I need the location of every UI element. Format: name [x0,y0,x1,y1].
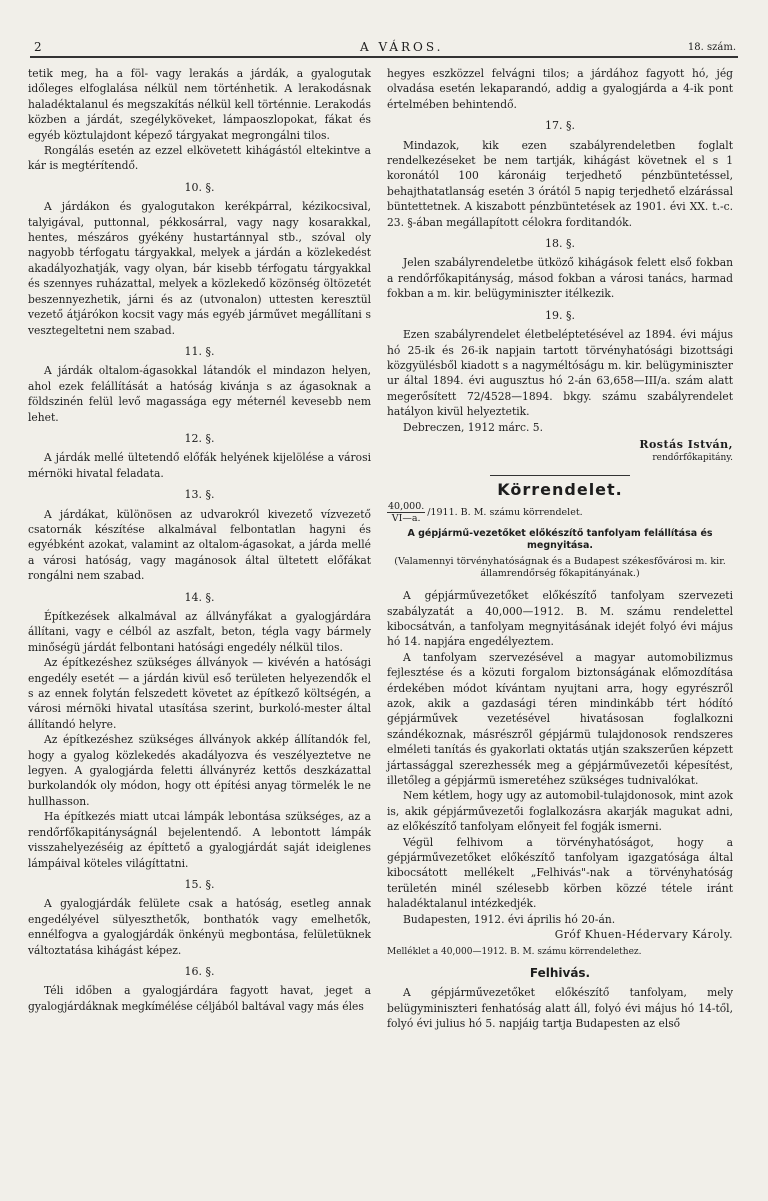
paragraph: Nem kétlem, hogy ugy az automobil-tulajdonosok, mint azok is, akik gépjárművezetői foglalkozásra akarják magukat adni, az előkészítő tanfolyam előnyeit fel fogják ismerni. [387,789,733,834]
section-heading: 14. §. [184,590,215,604]
paragraph: A tanfolyam szervezésével a magyar automobilizmus fejlesztése és a közuti forgalom biztonságának előmozdítása érdekében módot kívántam nyujtani arra, hogy egyrészről azok, akik a gazdasági téren mindinkább tért hódító gépjárművek vezetésével hivatásosan foglalkozni szándékoznak, másrészről gépjármü tulajdonosok rendszeres elméleti tanítás és gyakorlati oktatás utján szakszerűen képzett jártassággal szerezhessék meg a gépjárművezetői képesítést, illetőleg a gépjármü ismeretéhez szükséges tudnivalókat. [387,650,733,788]
paragraph: Jelen szabályrendeletbe ütköző kihágások felett első fokban a rendőrfőkapitányság, másod fokban a városi tanács, harmad fokban a m. kir. belügyminiszter itélkezik. [387,256,733,301]
header-rule [30,56,738,58]
paragraph: A gyalogjárdák felülete csak a hatóság, esetleg annak engedélyével sülyeszthetők, bonthatók vagy emelhetők, ennélfogva a gyalogjárdák önkényü megbontása, felületüknek változtatása kihágást képez. [28,897,371,957]
attachment-note: Melléklet a 40,000—1912. B. M. számu körrendelethez. [387,946,642,957]
decree-signer: Gróf Khuen-Hédervary Károly. [554,928,733,942]
publication-title: A VÁROS. [360,40,444,54]
decree-subject: A gépjármű-vezetőket előkészítő tanfolyam felállítása és megnyitása. [407,528,713,552]
notice-title: Felhivás. [529,965,591,980]
right-column [387,66,733,1032]
section-heading: 18. §. [545,237,575,251]
section-heading: 12. §. [184,431,215,445]
decree-addressees: (Valamennyi törvényhatóságnak és a Budapest székesfővárosi m. kir. államrendőrség főkapitányának.) [394,556,726,580]
paragraph: A gépjárművezetőket előkészítő tanfolyam szervezeti szabályzatát a 40,000—1912. B. M. számu rendelettel kibocsátván, a tanfolyam megnyitásának idejét folyó évi május hó 14. napjára engedélyeztem. [387,589,733,649]
paragraph: Végül felhivom a törvényhatóságot, hogy a gépjárművezetőket előkészítő tanfolyam igazgatósága által kibocsátott mellékelt „Felhivás"-nak a törvényhatóság területén minél szélesebb körben közzé tétele iránt haladéktalanul intézkedjék. [387,835,733,911]
dateline: Debreczen, 1912 márc. 5. [403,420,543,434]
reference-rest: /1911. B. M. számu körrendelet. [427,507,583,519]
issue-number: 18. szám. [687,42,736,53]
paragraph: Mindazok, kik ezen szabályrendeletben foglalt rendelkezéseket be nem tartják, kihágást követnek el s 1 koronától 100 káronáig terjedhető pénzbüntetéssel, behajthatatlanság esetén 3 órától 5 napig terjedhető elzárással büntettetnek. A kiszabott pénzbüntetések az 1901. évi XX. t.-c. 23. §-ában megállapított célokra forditandók. [387,138,733,229]
signature-role: rendőrfőkapitány. [652,453,733,464]
paragraph: hegyes eszközzel felvágni tilos; a járdához fagyott hó, jég olvadása esetén lekaparandó, addig a gyalogjárda a 4-ik pont értelmében behintendő. [387,67,733,111]
section-divider [490,475,630,476]
paragraph: Ha építkezés miatt utcai lámpák lebontása szükséges, az a rendőrfőkapitányságnál bejelentendő. A lebontott lámpák visszahelyezéséig az építtető a gyalogjárdát saját ideiglenes lámpáival köteles világíttatni. [28,810,371,870]
left-column [28,66,371,1014]
section-heading: 10. §. [184,180,215,194]
decree-reference [387,501,733,524]
paragraph: Téli időben a gyalogjárdára fagyott havat, jeget a gyalogjárdáknak megkímélése céljából baltával vagy más éles [28,984,371,1013]
reference-denominator: VI—a. [391,513,421,525]
signature-block [387,437,733,467]
section-heading: 19. §. [545,308,575,322]
section-heading: 15. §. [184,877,215,891]
paragraph: A gépjárművezetőket előkészítő tanfolyam, mely belügyminiszteri fenhatóság alatt áll, folyó évi május hó 14-től, folyó évi julius hó 5. napjáig tartja Budapesten az első [387,986,733,1031]
paragraph: tetik meg, ha a föl- vagy lerakás a járdák, a gyalogutak időleges elfoglalása nélkül nem történhetik. A lerakodásnak haladéktalanul és megszakítás nélkül kell történnie. Lerakodás közben a járdát, szegélyköveket, lámpaoszlopokat, fákat és egyéb köztulajdont képező tárgyakat megrongálni tilos. [28,67,371,142]
reference-numerator: 40,000. [388,501,425,513]
decree-title: Körrendelet. [497,479,623,499]
section-heading: 11. §. [184,344,215,358]
paragraph: A járdák mellé ültetendő előfák helyének kijelölése a városi mérnöki hivatal feladata. [28,451,371,480]
paragraph: A járdák oltalom-ágasokkal látandók el mindazon helyen, ahol ezek felállítását a hatóság kivánja s az ágasoknak a földszinén felül levő magassága egy méternél kevesebb nem lehet. [28,364,371,424]
section-heading: 17. §. [545,119,575,133]
paragraph: Az építkezéshez szükséges állványok — kivévén a hatósági engedély esetét — a járdán kivül eső területen helyezendők el s az ennek folytán felszedett követet az építkező költségén, a városi mérnöki hivatal utasítása szerint, burkoló-mester által állítandó helyre. [28,656,371,731]
section-heading: 13. §. [184,488,215,502]
signature-name: Rostás István, [639,437,733,451]
section-heading: 16. §. [184,964,215,978]
paragraph: Az építkezéshez szükséges állványok akkép állítandók fel, hogy a gyalog közlekedés akadályozva és veszélyeztetve ne legyen. A gyalogjárda feletti állványréz kettős deszkázattal burkolandók oly módon, hogy ott építési anyag törmelék le ne hullhasson. [28,733,371,808]
page-number: 2 [34,40,42,54]
reference-fraction [387,501,425,524]
paragraph: Építkezések alkalmával az állványfákat a gyalogjárdára állítani, vagy e célból az aszfalt, beton, tégla vagy bármely minőségü járdát felbontani hatósági engedély nélkül tilos. [28,610,371,654]
dateline: Budapesten, 1912. évi április hó 20-án. [403,912,616,926]
paragraph: Rongálás esetén az ezzel elkövetett kihágástól eltekintve a kár is megtérítendő. [28,144,371,173]
page-header [30,40,738,58]
paragraph: A járdákat, különösen az udvarokról kivezető vízvezető csatornák készítése alkalmával felbontatlan hagyni és egyébként azokat, valamint az oltalom-ágasokat, a járda mellé a városi hatóság, vagy magánosok által ültetett előfákat rongálni nem szabad. [28,507,371,583]
paragraph: A járdákon és gyalogutakon kerékpárral, kézikocsival, talyigával, puttonnal, pékkosárral, vagy nagy kosarakkal, hentes, mészáros gyékény hustartánnyal stb., szóval oly nagyobb térfogatu tárgyakkal, melyek a járdán a közlekedést akadályozhatják, vagy olyan, bár kisebb térfogatu tárgyakkal és szennyes ruházattal, melyek a közlekedő közönség öltözetét beszennyezhetik, járni és az (utvonalon) uttesten keresztül vezető átjárókon kocsit vagy más egyéb járművet megállítani s vesztegeltetni nem szabad. [28,200,371,337]
paragraph: Ezen szabályrendelet életbeléptetésével az 1894. évi május hó 25-ik és 26-ik napjain tartott törvényhatósági bizottsági közgyülésből kiadott s a nagyméltóságu m. kir. belügyminiszter ur által 1894. évi augusztus hó 2-án 63,658—III/a. szám alatt megerősített 72/4528—1894. bkgy. számu szabályrendelet hatályon kivül helyeztetik. [387,328,733,419]
